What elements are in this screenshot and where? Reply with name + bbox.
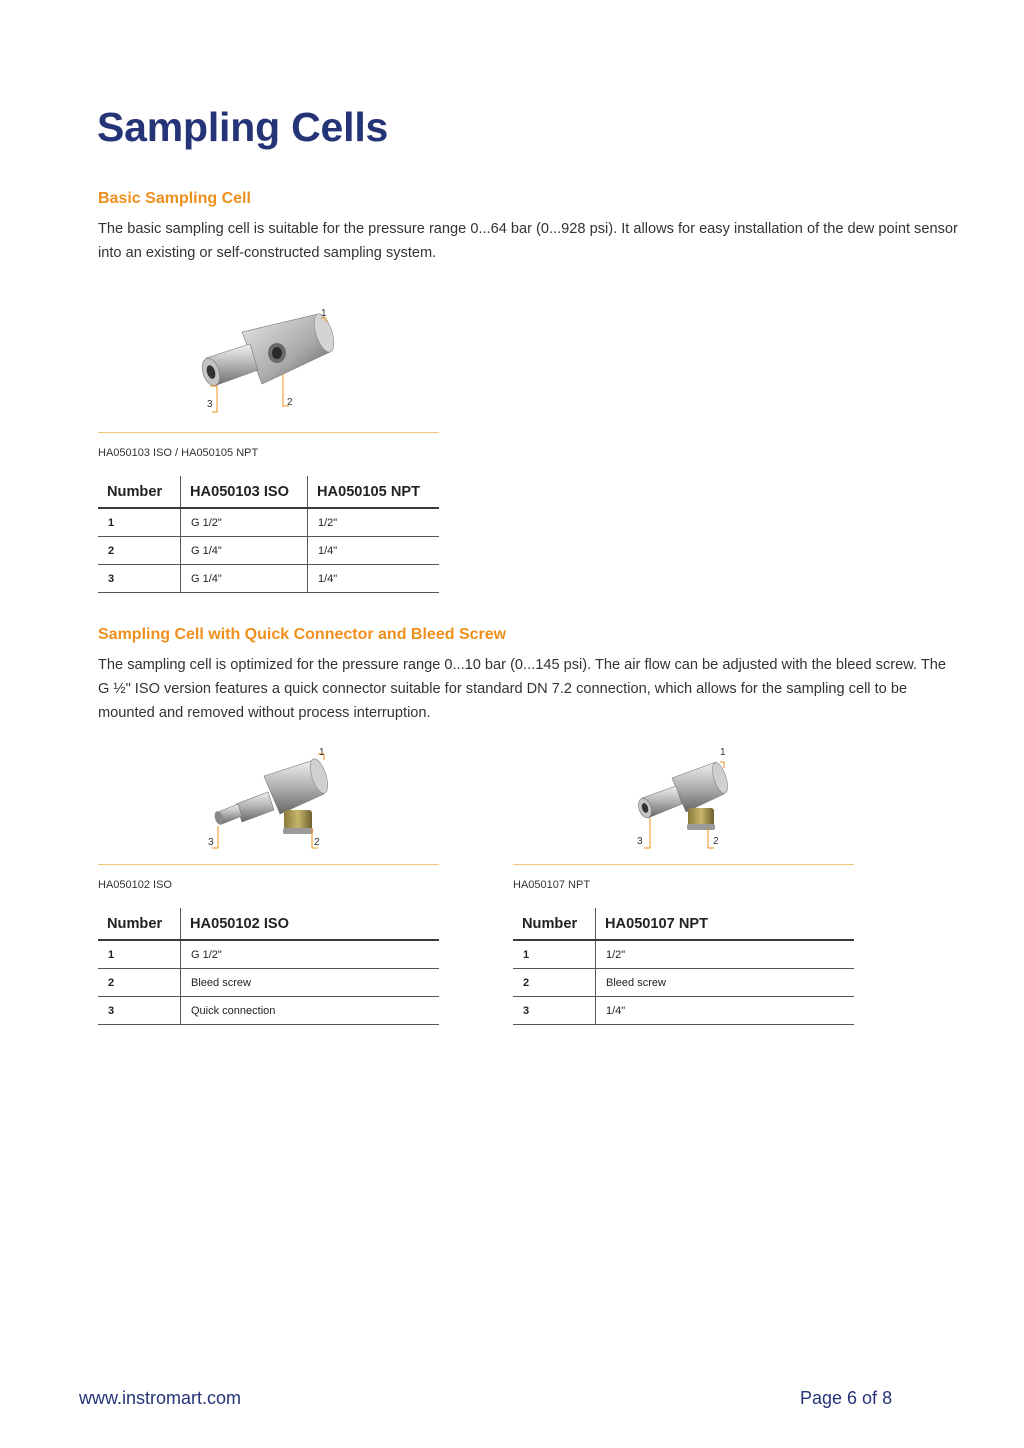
page-title: Sampling Cells: [97, 104, 389, 150]
table-cell: G 1/4": [181, 565, 308, 593]
spec-table-npt: [513, 908, 854, 1025]
spec-table-iso: [98, 908, 439, 1025]
table-cell: 2: [98, 537, 181, 565]
table-row: [98, 537, 439, 565]
table-row: [98, 508, 439, 537]
figure-rule: [513, 864, 854, 865]
table-cell: Bleed screw: [181, 969, 440, 997]
section-heading-quick-connector: Sampling Cell with Quick Connector and Bleed Screw: [98, 626, 507, 643]
table-row: [98, 565, 439, 593]
table-header-row: [98, 908, 439, 940]
section-text-quick-connector: The sampling cell is optimized for the pressure range 0...10 bar (0...145 psi). The air flow can be adjusted with the bleed screw. The G ½" ISO version features a quick connector suitable for standard DN 7.2 connection, which allows for the sampling cell to be mounted and removed without process interruption.: [98, 657, 946, 721]
column-header: Number: [98, 476, 181, 508]
table-cell: 1: [513, 940, 596, 969]
table-row: [513, 940, 854, 969]
table-cell: G 1/4": [181, 537, 308, 565]
table-cell: Bleed screw: [596, 969, 855, 997]
column-header: HA050103 ISO: [181, 476, 308, 508]
table-row: [98, 969, 439, 997]
table-cell: Quick connection: [181, 997, 440, 1025]
table-cell: G 1/2": [181, 940, 440, 969]
callout-1: 1: [720, 747, 726, 758]
table-header-row: [98, 476, 439, 508]
callout-3: 3: [207, 399, 213, 410]
table-cell: 1: [98, 508, 181, 537]
footer-page-number: Page 6 of 8: [800, 1388, 893, 1408]
column-header: HA050107 NPT: [596, 908, 855, 940]
table-cell: 2: [513, 969, 596, 997]
callout-3: 3: [208, 837, 214, 848]
table-cell: 3: [513, 997, 596, 1025]
table-cell: 1/4": [308, 565, 440, 593]
callout-1: 1: [321, 308, 327, 319]
table-cell: 1/2": [596, 940, 855, 969]
quick-connector-cell-image: [190, 742, 350, 852]
table-row: [98, 997, 439, 1025]
table-cell: 3: [98, 997, 181, 1025]
figure-rule: [98, 864, 439, 865]
figure-caption: HA050103 ISO / HA050105 NPT: [98, 447, 259, 459]
callout-2: 2: [314, 837, 320, 848]
table-row: [98, 940, 439, 969]
table-cell: 1/2": [308, 508, 440, 537]
table-cell: 1/4": [308, 537, 440, 565]
section-text-basic: The basic sampling cell is suitable for the pressure range 0...64 bar (0...928 psi). It allows for easy installation of the dew point sensor into an existing or self-constructed sampling system.: [98, 221, 958, 261]
figure-caption: HA050107 NPT: [513, 879, 591, 891]
figure-caption: HA050102 ISO: [98, 879, 172, 891]
table-cell: G 1/2": [181, 508, 308, 537]
column-header: Number: [98, 908, 181, 940]
footer-website-link[interactable]: www.instromart.com: [79, 1388, 242, 1408]
spec-table-basic: [98, 476, 439, 593]
table-cell: 1: [98, 940, 181, 969]
table-header-row: [513, 908, 854, 940]
callout-1: 1: [319, 747, 325, 758]
column-header: Number: [513, 908, 596, 940]
table-cell: 3: [98, 565, 181, 593]
table-cell: 2: [98, 969, 181, 997]
section-heading-basic: Basic Sampling Cell: [98, 190, 251, 207]
callout-3: 3: [637, 836, 643, 847]
table-row: [513, 969, 854, 997]
callout-2: 2: [713, 836, 719, 847]
table-row: [513, 997, 854, 1025]
callout-2: 2: [287, 397, 293, 408]
table-cell: 1/4": [596, 997, 855, 1025]
column-header: HA050102 ISO: [181, 908, 440, 940]
figure-rule: [98, 432, 439, 433]
column-header: HA050105 NPT: [308, 476, 440, 508]
